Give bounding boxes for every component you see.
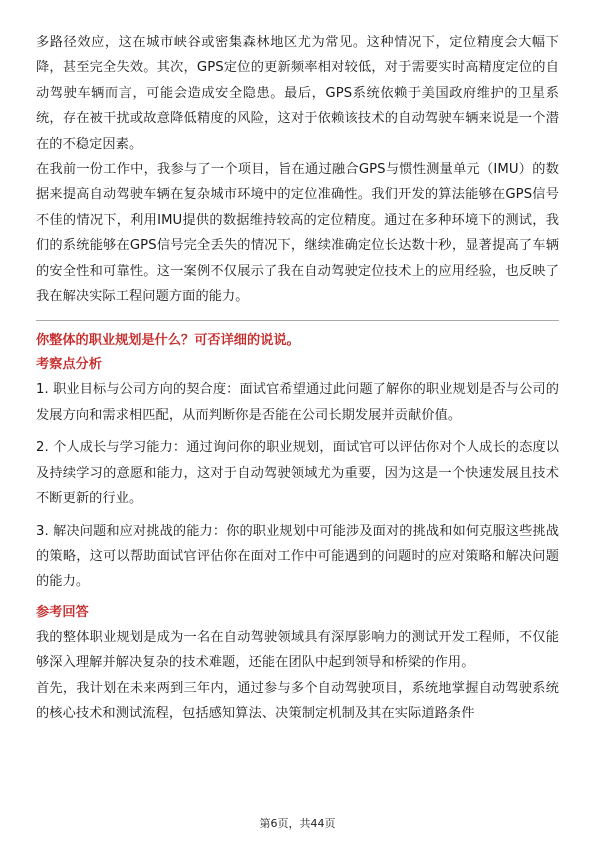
body-paragraph: 在我前一份工作中，我参与了一个项目，旨在通过融合GPS与惯性测量单元（IMU）的数据来提高自动驾驶车辆在复杂城市环境中的定位准确性。我们开发的算法能够在GPS信号不佳的情况下，利用IMU提供的数据维持较高的定位精度。通过在多种环境下的测试，我们的系统能够在GPS信号完全丢失的情况下，继续准确定位长达数十秒，显著提高了车辆的安全性和可靠性。这一案例不仅展示了我在自动驾驶定位技术上的应用经验，也反映了我在解决实际工程问题方面的能力。 <box>36 162 559 305</box>
analysis-item: 1. 职业目标与公司方向的契合度：面试官希望通过此问题了解你的职业规划是否与公司的发展方向和需求相匹配，从而判断你是否能在公司长期发展并贡献价值。 <box>36 382 559 423</box>
reference-paragraph: 首先，我计划在未来两到三年内，通过参与多个自动驾驶项目，系统地掌握自动驾驶系统的核心技术和测试流程，包括感知算法、决策制定机制及其在实际道路条件 <box>36 680 559 721</box>
page-content <box>36 30 559 726</box>
section-divider <box>36 320 559 321</box>
analysis-item: 3. 解决问题和应对挑战的能力：你的职业规划中可能涉及面对的挑战和如何克服这些挑战的策略，这可以帮助面试官评估你在面对工作中可能遇到的问题时的应对策略和解决问题的能力。 <box>36 523 559 590</box>
body-paragraph: 多路径效应，这在城市峡谷或密集森林地区尤为常见。这种情况下，定位精度会大幅下降，甚至完全失效。其次，GPS定位的更新频率相对较低，对于需要实时高精度定位的自动驾驶车辆而言，可能会造成安全隐患。最后，GPS系统依赖于美国政府维护的卫星系统，存在被干扰或故意降低精度的风险，这对于依赖该技术的自动驾驶车辆来说是一个潜在的不稳定因素。 <box>36 35 559 152</box>
reference-paragraph: 我的整体职业规划是成为一名在自动驾驶领域具有深厚影响力的测试开发工程师，不仅能够深入理解并解决复杂的技术难题，还能在团队中起到领导和桥梁的作用。 <box>36 629 559 671</box>
page-number-footer: 第6页，共44页 <box>259 817 336 830</box>
analysis-item: 2. 个人成长与学习能力：通过询问你的职业规划，面试官可以评估你对个人成长的态度以及持续学习的意愿和能力，这对于自动驾驶领域尤为重要，因为这是一个快速发展且技术不断更新的行业。 <box>36 440 559 507</box>
interview-question: 你整体的职业规划是什么？可否详细的说说。 <box>36 333 300 349</box>
reference-answer-heading: 参考回答 <box>36 604 89 620</box>
analysis-heading: 考察点分析 <box>36 357 102 373</box>
